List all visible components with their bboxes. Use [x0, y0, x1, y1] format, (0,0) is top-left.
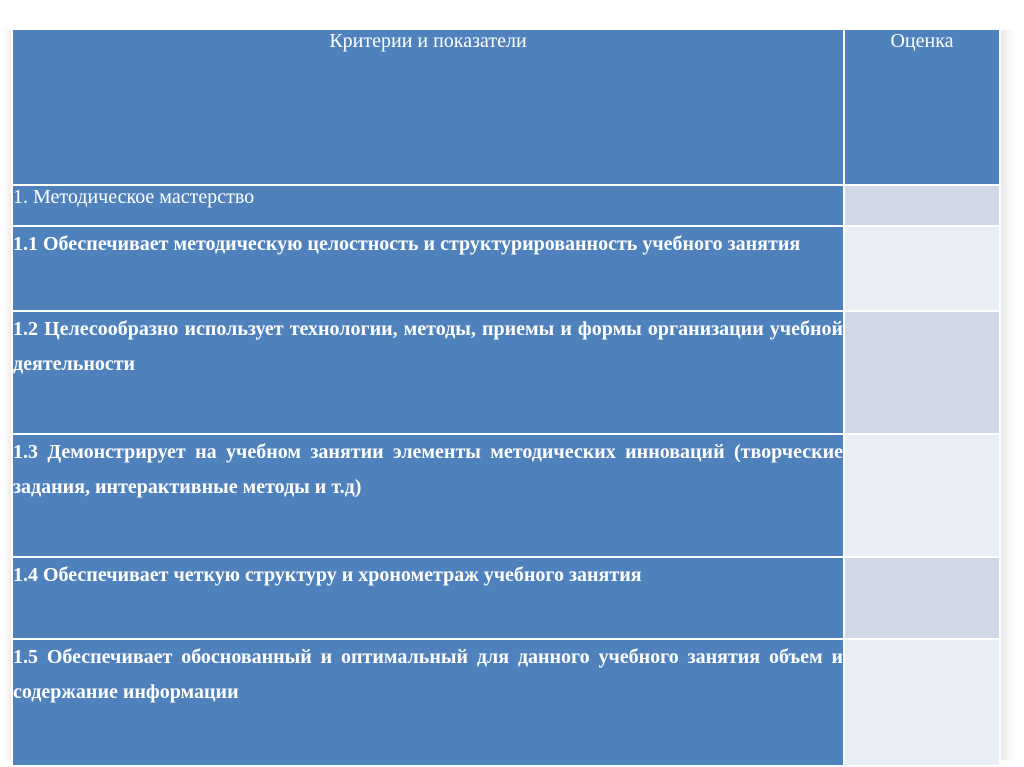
header-score-cell: [844, 29, 1000, 185]
header-criteria-cell: [12, 29, 844, 185]
table-row: [12, 639, 1000, 766]
criterion-1-3: 1.3 Демонстрирует на учебном занятии элементы методических инноваций (творческие задания, интерактивные методы и т.д): [12, 434, 844, 557]
criterion-1-1: 1.1 Обеспечивает методическую целостность и структурированность учебного занятия: [12, 226, 844, 311]
table-row: [12, 434, 1000, 557]
score-cell-1-5[interactable]: [844, 639, 1000, 766]
section-score-cell[interactable]: [844, 185, 1000, 226]
score-cell-1-3[interactable]: [844, 434, 1000, 557]
table-row: [12, 226, 1000, 311]
score-cell-1-2[interactable]: [844, 311, 1000, 434]
header-criteria-label: Критерии и показатели: [329, 30, 527, 52]
table-row: [12, 557, 1000, 639]
table-row: [12, 311, 1000, 434]
criteria-table: [11, 28, 1001, 767]
criterion-1-5: 1.5 Обеспечивает обоснованный и оптимальный для данного учебного занятия объем и содержание информации: [12, 639, 844, 766]
section-title: 1. Методическое мастерство: [12, 185, 844, 226]
header-score-label: Оценка: [890, 30, 954, 52]
section-row: [12, 185, 1000, 226]
score-cell-1-4[interactable]: [844, 557, 1000, 639]
criterion-1-4: 1.4 Обеспечивает четкую структуру и хронометраж учебного занятия: [12, 557, 844, 639]
criterion-1-2: 1.2 Целесообразно использует технологии, методы, приемы и формы организации учебной деятельности: [12, 311, 844, 434]
table-header-row: [12, 29, 1000, 185]
score-cell-1-1[interactable]: [844, 226, 1000, 311]
